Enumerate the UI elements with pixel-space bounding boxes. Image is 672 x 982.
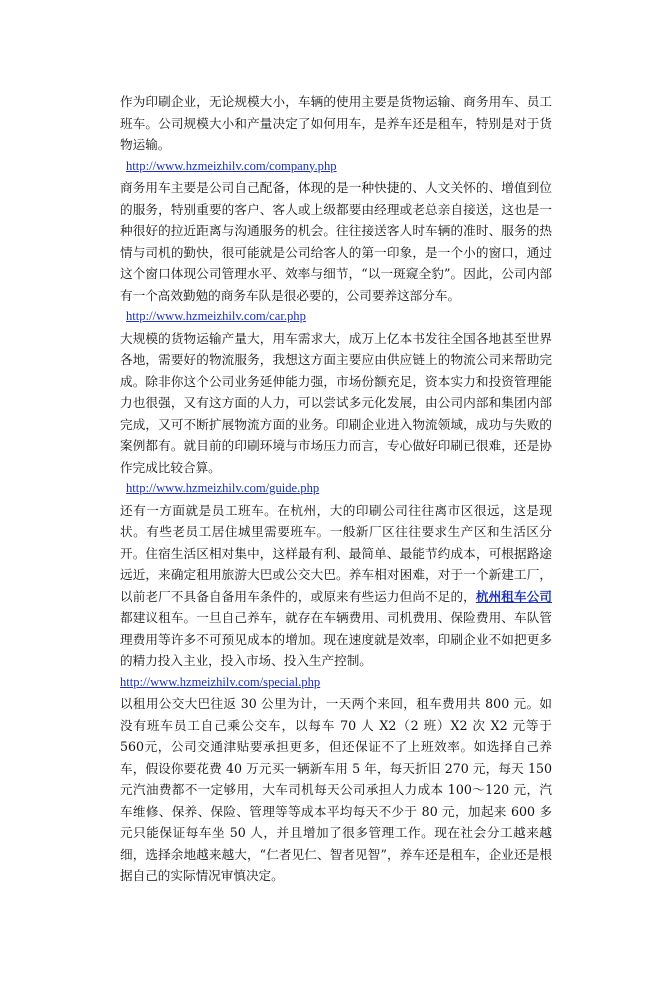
article-body — [120, 91, 552, 887]
paragraph-business-cars: 商务用车主要是公司自己配备，体现的是一种快捷的、人文关怀的、增值到位的服务，特别重要的客户、客人或上级都要由经理或老总亲自接送，这也是一种很好的拉近距离与沟通服务的机会。往往接送客人时车辆的准时、服务的热情与司机的勤快，很可能就是公司给客人的第一印象，是一个小的窗口，通过这个窗口体现公司管理水平、效率与细节，“以一斑窥全豹”。因此，公司内部有一个高效勤勉的商务车队是很必要的，公司要养这部分车。 — [120, 180, 552, 303]
link-special[interactable]: http://www.hzmeizhilv.com/special.php — [120, 674, 321, 689]
link-guide[interactable]: http://www.hzmeizhilv.com/guide.php — [126, 481, 320, 495]
paragraph-cost-analysis: 以租用公交大巴往返 30 公里为计，一天两个来回，租车费用共 800 元。如没有班车员工自己乘公交车，以每车 70 人 X2（2 班）X2 次 X2 元等于 560元，公司交通津贴要承担更多，但还保证不了上班效率。如选择自己养车，假设你要花费 40 万元买一辆新车用 5 年，每天折旧 270 元，每天 150 元汽油费都不一定够用，大车司机每天公司承担人力成本 100～120 元，汽车维修、保养、保险、管理等等成本平均每天不少于 80 元，加起来 600 多元只能保证每车坐 50 人，并且增加了很多管理工作。现在社会分工越来越细，选择余地越来越大，“仁者见仁、智者见智”，养车还是租车，企业还是根据自己的实际情况审慎决定。 — [120, 696, 552, 883]
link-car[interactable]: http://www.hzmeizhilv.com/car.php — [126, 309, 306, 323]
paragraph-shuttle — [120, 500, 552, 672]
paragraph-freight: 大规模的货物运输产量大，用车需求大，成万上亿本书发往全国各地甚至世界各地，需要好的物流服务，我想这方面主要应由供应链上的物流公司来帮助完成。除非你这个公司业务延伸能力强，市场份额充足，资本实力和投资管理能力也很强，又有这方面的人力，可以尝试多元化发展，由公司内部和集团内部完成，又可不断扩展物流方面的业务。印刷企业进入物流领域，成功与失败的案例都有。就目前的印刷环境与市场压力而言，专心做好印刷已很难，还是协作完成比较合算。 — [120, 330, 552, 475]
link-company[interactable]: http://www.hzmeizhilv.com/company.php — [126, 158, 337, 173]
shuttle-text-before: 还有一方面就是员工班车。在杭州，大的印刷公司往往离市区很远，这是现状。有些老员工居住城里需要班车。一般新厂区往往要求生产区和生活区分开。住宿生活区相对集中，这样最有利、最简单、最能节约成本，可根据路途远近，来确定租用旅游大巴或公交大巴。养车相对困难，对于一个新建工厂，以前老厂不具备自备用车条件的，或原来有些运力但尚不足的， — [120, 502, 552, 604]
paragraph-intro: 作为印刷企业，无论规模大小，车辆的使用主要是货物运输、商务用车、员工班车。公司规模大小和产量决定了如何用车，是养车还是租车，特别是对于货物运输。 — [120, 94, 552, 152]
shuttle-text-after: 都建议租车。一旦自己养车，就存在车辆费用、司机费用、保险费用、车队管理费用等许多不可预见成本的增加。现在速度就是效率，印刷企业不如把更多的精力投入主业，投入市场、投入生产控制。 — [120, 610, 552, 668]
link-hangzhou-rental[interactable]: 杭州租车公司 — [475, 588, 553, 604]
